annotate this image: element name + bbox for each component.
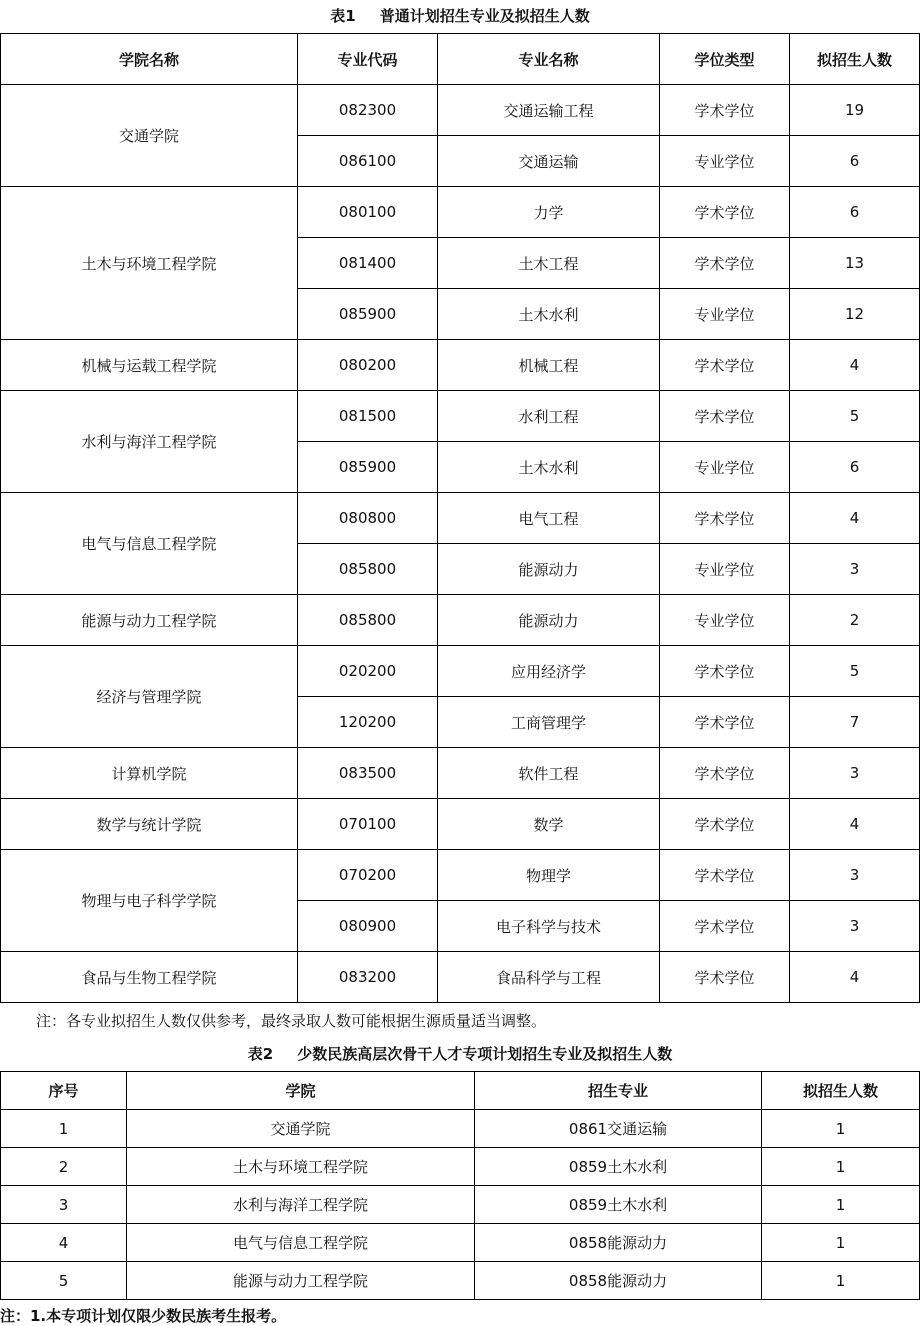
college-cell: 机械与运载工程学院 [1,340,298,391]
code-cell: 020200 [298,646,438,697]
degree-cell: 学术学位 [660,901,790,952]
count-cell: 3 [790,544,920,595]
college-cell: 水利与海洋工程学院 [1,391,298,493]
degree-cell: 学术学位 [660,238,790,289]
college-cell: 计算机学院 [1,748,298,799]
major-cell: 力学 [438,187,660,238]
code-cell: 085800 [298,544,438,595]
table1 [0,33,920,1003]
major-cell: 应用经济学 [438,646,660,697]
degree-cell: 学术学位 [660,697,790,748]
count-cell: 6 [790,187,920,238]
count-cell: 1 [762,1110,920,1148]
table-row [1,952,920,1003]
college-cell: 交通学院 [1,85,298,187]
code-cell: 083200 [298,952,438,1003]
college-cell: 食品与生物工程学院 [1,952,298,1003]
college-cell: 物理与电子科学学院 [1,850,298,952]
major-cell: 机械工程 [438,340,660,391]
code-cell: 080100 [298,187,438,238]
no-cell: 1 [1,1110,127,1148]
table-row [1,850,920,901]
college-cell: 电气与信息工程学院 [127,1224,475,1262]
college-cell: 经济与管理学院 [1,646,298,748]
degree-cell: 学术学位 [660,85,790,136]
table-row [1,595,920,646]
table-row [1,1262,920,1300]
count-cell: 12 [790,289,920,340]
major-cell: 交通运输工程 [438,85,660,136]
code-cell: 082300 [298,85,438,136]
header-college: 学院 [127,1072,475,1110]
degree-cell: 学术学位 [660,646,790,697]
college-cell: 土木与环境工程学院 [1,187,298,340]
count-cell: 3 [790,901,920,952]
college-cell: 能源与动力工程学院 [1,595,298,646]
major-cell: 能源动力 [438,544,660,595]
degree-cell: 专业学位 [660,289,790,340]
table2-caption-number: 表2 [247,1045,274,1063]
table1-caption-title: 普通计划招生专业及拟招生人数 [379,7,590,25]
table-row [1,340,920,391]
count-cell: 13 [790,238,920,289]
count-cell: 7 [790,697,920,748]
code-cell: 080900 [298,901,438,952]
college-cell: 数学与统计学院 [1,799,298,850]
table-row [1,391,920,442]
major-cell: 物理学 [438,850,660,901]
degree-cell: 学术学位 [660,340,790,391]
table-row [1,748,920,799]
major-cell: 电气工程 [438,493,660,544]
table2-header-row [1,1072,920,1110]
table1-note: 注：各专业拟招生人数仅供参考，最终录取人数可能根据生源质量适当调整。 [36,1012,547,1030]
count-cell: 1 [762,1262,920,1300]
degree-cell: 专业学位 [660,136,790,187]
college-cell: 能源与动力工程学院 [127,1262,475,1300]
no-cell: 2 [1,1148,127,1186]
degree-cell: 专业学位 [660,595,790,646]
major-cell: 0859土木水利 [475,1148,762,1186]
major-cell: 交通运输 [438,136,660,187]
degree-cell: 专业学位 [660,544,790,595]
table1-header-row [1,34,920,85]
major-cell: 数学 [438,799,660,850]
code-cell: 120200 [298,697,438,748]
code-cell: 083500 [298,748,438,799]
header-major: 招生专业 [475,1072,762,1110]
count-cell: 1 [762,1224,920,1262]
code-cell: 070200 [298,850,438,901]
code-cell: 085900 [298,442,438,493]
major-cell: 土木工程 [438,238,660,289]
header-count: 拟招生人数 [790,34,920,85]
header-college: 学院名称 [1,34,298,85]
table-row [1,1186,920,1224]
table-row [1,1110,920,1148]
table-row [1,799,920,850]
major-cell: 0858能源动力 [475,1262,762,1300]
code-cell: 085800 [298,595,438,646]
code-cell: 085900 [298,289,438,340]
count-cell: 5 [790,646,920,697]
degree-cell: 专业学位 [660,442,790,493]
count-cell: 6 [790,442,920,493]
no-cell: 5 [1,1262,127,1300]
college-cell: 交通学院 [127,1110,475,1148]
table1-body [1,85,920,1003]
table1-caption-number: 表1 [330,7,356,25]
count-cell: 1 [762,1148,920,1186]
header-code: 专业代码 [298,34,438,85]
table-row [1,1224,920,1262]
major-cell: 0858能源动力 [475,1224,762,1262]
college-cell: 土木与环境工程学院 [127,1148,475,1186]
header-count: 拟招生人数 [762,1072,920,1110]
major-cell: 能源动力 [438,595,660,646]
table2-caption-title: 少数民族高层次骨干人才专项计划招生专业及拟招生人数 [297,1045,673,1063]
table2 [0,1071,920,1300]
major-cell: 电子科学与技术 [438,901,660,952]
degree-cell: 学术学位 [660,799,790,850]
major-cell: 土木水利 [438,442,660,493]
no-cell: 3 [1,1186,127,1224]
major-cell: 0859土木水利 [475,1186,762,1224]
table-row [1,187,920,238]
college-cell: 电气与信息工程学院 [1,493,298,595]
college-cell: 水利与海洋工程学院 [127,1186,475,1224]
major-cell: 水利工程 [438,391,660,442]
count-cell: 4 [790,493,920,544]
count-cell: 4 [790,799,920,850]
count-cell: 6 [790,136,920,187]
code-cell: 081500 [298,391,438,442]
count-cell: 5 [790,391,920,442]
table-row [1,85,920,136]
count-cell: 4 [790,340,920,391]
table1-caption [0,6,920,26]
table2-caption [0,1044,920,1064]
major-cell: 工商管理学 [438,697,660,748]
count-cell: 4 [790,952,920,1003]
major-cell: 0861交通运输 [475,1110,762,1148]
major-cell: 食品科学与工程 [438,952,660,1003]
major-cell: 土木水利 [438,289,660,340]
table2-body [1,1110,920,1300]
count-cell: 19 [790,85,920,136]
degree-cell: 学术学位 [660,391,790,442]
table-row [1,1148,920,1186]
code-cell: 086100 [298,136,438,187]
degree-cell: 学术学位 [660,748,790,799]
header-index: 序号 [1,1072,127,1110]
code-cell: 080800 [298,493,438,544]
count-cell: 3 [790,748,920,799]
table-row [1,646,920,697]
degree-cell: 学术学位 [660,493,790,544]
count-cell: 3 [790,850,920,901]
code-cell: 080200 [298,340,438,391]
degree-cell: 学术学位 [660,187,790,238]
code-cell: 070100 [298,799,438,850]
count-cell: 1 [762,1186,920,1224]
count-cell: 2 [790,595,920,646]
major-cell: 软件工程 [438,748,660,799]
no-cell: 4 [1,1224,127,1262]
degree-cell: 学术学位 [660,850,790,901]
code-cell: 081400 [298,238,438,289]
header-major: 专业名称 [438,34,660,85]
degree-cell: 学术学位 [660,952,790,1003]
header-degree: 学位类型 [660,34,790,85]
table2-note: 注：1.本专项计划仅限少数民族考生报考。 [0,1307,287,1325]
table-row [1,493,920,544]
